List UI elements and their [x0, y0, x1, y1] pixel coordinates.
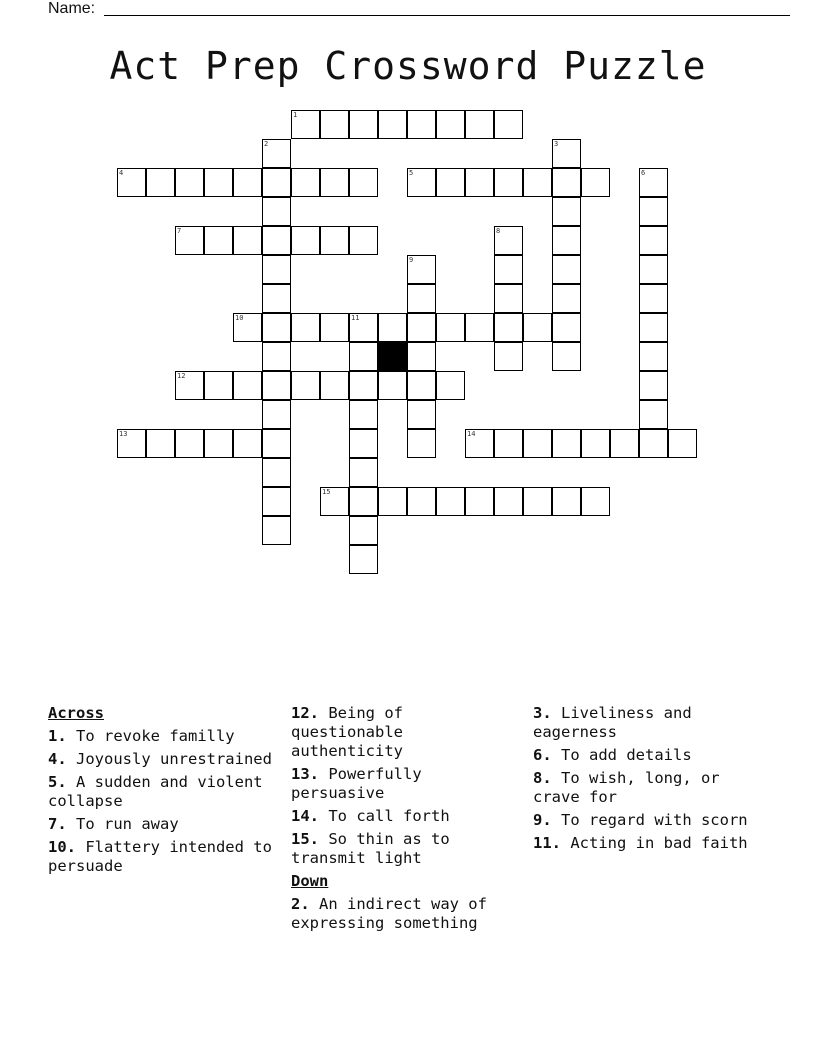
clue-across-14: 14. To call forth — [291, 807, 450, 825]
grid-cell[interactable] — [349, 371, 378, 400]
grid-cell[interactable] — [262, 429, 291, 458]
grid-cell[interactable] — [436, 313, 465, 342]
clue-across-7: 7. To run away — [48, 815, 179, 833]
clue-down-2: 2. An indirect way of expressing something — [291, 895, 487, 932]
grid-cell[interactable] — [494, 429, 523, 458]
grid-cell[interactable] — [204, 429, 233, 458]
grid-cell-5[interactable] — [407, 168, 436, 197]
grid-cell[interactable] — [494, 342, 523, 371]
grid-cell[interactable] — [552, 168, 581, 197]
grid-cell[interactable] — [523, 429, 552, 458]
grid-cell[interactable] — [262, 487, 291, 516]
grid-cell[interactable] — [262, 226, 291, 255]
page-title: Act Prep Crossword Puzzle — [109, 44, 707, 88]
grid-cell[interactable] — [349, 226, 378, 255]
grid-cell[interactable] — [494, 313, 523, 342]
grid-cell[interactable] — [523, 168, 552, 197]
clue-down-8: 8. To wish, long, or crave for — [533, 769, 720, 806]
grid-cell[interactable] — [552, 487, 581, 516]
cell-number: 11 — [351, 314, 360, 322]
grid-cell-9[interactable] — [407, 255, 436, 284]
grid-cell[interactable] — [407, 284, 436, 313]
grid-cell-1[interactable] — [291, 110, 320, 139]
clue-down-11: 11. Acting in bad faith — [533, 834, 748, 852]
grid-cell[interactable] — [233, 168, 262, 197]
grid-cell[interactable] — [349, 400, 378, 429]
cell-number: 7 — [177, 227, 182, 235]
grid-cell[interactable] — [552, 226, 581, 255]
grid-cell[interactable] — [552, 255, 581, 284]
grid-cell[interactable] — [465, 313, 494, 342]
grid-cell[interactable] — [407, 371, 436, 400]
grid-cell[interactable] — [523, 313, 552, 342]
grid-cell[interactable] — [407, 313, 436, 342]
clue-column-1 — [48, 704, 273, 880]
grid-cell[interactable] — [494, 487, 523, 516]
grid-cell[interactable] — [407, 400, 436, 429]
grid-cell[interactable] — [262, 371, 291, 400]
grid-cell[interactable] — [262, 255, 291, 284]
grid-cell[interactable] — [639, 197, 668, 226]
cell-number: 10 — [235, 314, 244, 322]
grid-cell[interactable] — [349, 458, 378, 487]
grid-cell[interactable] — [378, 371, 407, 400]
grid-cell[interactable] — [262, 400, 291, 429]
grid-cell[interactable] — [349, 545, 378, 574]
grid-cell[interactable] — [262, 284, 291, 313]
grid-cell-2[interactable] — [262, 139, 291, 168]
cell-number: 9 — [409, 256, 414, 264]
grid-cell-14[interactable] — [465, 429, 494, 458]
grid-cell[interactable] — [465, 110, 494, 139]
clue-across-15: 15. So thin as to transmit light — [291, 830, 450, 867]
grid-cell[interactable] — [639, 342, 668, 371]
grid-cell[interactable] — [581, 487, 610, 516]
grid-cell[interactable] — [262, 197, 291, 226]
grid-cell[interactable] — [320, 313, 349, 342]
grid-cell[interactable] — [581, 429, 610, 458]
grid-cell[interactable] — [349, 342, 378, 371]
grid-cell[interactable] — [262, 342, 291, 371]
grid-cell[interactable] — [639, 313, 668, 342]
grid-cell[interactable] — [639, 371, 668, 400]
clue-down-3: 3. Liveliness and eagerness — [533, 704, 692, 741]
grid-cell[interactable] — [494, 255, 523, 284]
cell-number: 1 — [293, 111, 298, 119]
grid-cell[interactable] — [320, 371, 349, 400]
grid-cell[interactable] — [262, 168, 291, 197]
grid-cell[interactable] — [378, 110, 407, 139]
grid-cell[interactable] — [407, 429, 436, 458]
black-square — [378, 342, 407, 371]
grid-cell[interactable] — [552, 313, 581, 342]
grid-cell[interactable] — [610, 429, 639, 458]
grid-cell[interactable] — [204, 226, 233, 255]
grid-cell[interactable] — [291, 313, 320, 342]
grid-cell[interactable] — [639, 255, 668, 284]
clue-column-2 — [291, 704, 516, 937]
grid-cell[interactable] — [204, 371, 233, 400]
name-label: Name: — [48, 0, 96, 17]
grid-cell[interactable] — [262, 516, 291, 545]
grid-cell[interactable] — [175, 429, 204, 458]
grid-cell[interactable] — [233, 226, 262, 255]
grid-cell[interactable] — [668, 429, 697, 458]
grid-cell[interactable] — [407, 110, 436, 139]
grid-cell[interactable] — [320, 226, 349, 255]
grid-cell[interactable] — [349, 110, 378, 139]
grid-cell-10[interactable] — [233, 313, 262, 342]
grid-cell[interactable] — [291, 371, 320, 400]
clue-across-13: 13. Powerfully persuasive — [291, 765, 422, 802]
cell-number: 4 — [119, 169, 124, 177]
clue-across-10: 10. Flattery intended to persuade — [48, 838, 272, 875]
grid-cell-11[interactable] — [349, 313, 378, 342]
grid-cell[interactable] — [262, 458, 291, 487]
grid-cell-4[interactable] — [117, 168, 146, 197]
clue-across-1: 1. To revoke familly — [48, 727, 235, 745]
grid-cell[interactable] — [639, 284, 668, 313]
clue-across-5: 5. A sudden and violent collapse — [48, 773, 263, 810]
grid-cell[interactable] — [465, 168, 494, 197]
grid-cell[interactable] — [436, 110, 465, 139]
grid-cell[interactable] — [320, 110, 349, 139]
grid-cell[interactable] — [581, 168, 610, 197]
cell-number: 2 — [264, 140, 269, 148]
grid-cell[interactable] — [407, 342, 436, 371]
clue-column-3 — [533, 704, 758, 857]
grid-cell[interactable] — [262, 313, 291, 342]
across-heading: Across — [48, 704, 104, 722]
grid-cell[interactable] — [349, 487, 378, 516]
cell-number: 5 — [409, 169, 414, 177]
grid-cell[interactable] — [552, 197, 581, 226]
grid-cell[interactable] — [552, 284, 581, 313]
grid-cell[interactable] — [523, 487, 552, 516]
grid-cell[interactable] — [291, 168, 320, 197]
cell-number: 3 — [554, 140, 559, 148]
grid-cell[interactable] — [233, 371, 262, 400]
grid-cell[interactable] — [639, 400, 668, 429]
grid-cell[interactable] — [204, 168, 233, 197]
grid-cell-8[interactable] — [494, 226, 523, 255]
grid-cell-15[interactable] — [320, 487, 349, 516]
grid-cell-12[interactable] — [175, 371, 204, 400]
cell-number: 6 — [641, 169, 646, 177]
cell-number: 12 — [177, 372, 186, 380]
grid-cell[interactable] — [349, 168, 378, 197]
grid-cell[interactable] — [436, 487, 465, 516]
grid-cell[interactable] — [291, 226, 320, 255]
grid-cell[interactable] — [436, 371, 465, 400]
grid-cell[interactable] — [320, 168, 349, 197]
clue-down-9: 9. To regard with scorn — [533, 811, 748, 829]
grid-cell[interactable] — [552, 429, 581, 458]
clue-across-12: 12. Being of questionable authenticity — [291, 704, 403, 760]
grid-cell[interactable] — [378, 487, 407, 516]
grid-cell[interactable] — [175, 168, 204, 197]
grid-cell[interactable] — [552, 342, 581, 371]
grid-cell[interactable] — [146, 429, 175, 458]
grid-cell-3[interactable] — [552, 139, 581, 168]
grid-cell[interactable] — [349, 516, 378, 545]
grid-cell[interactable] — [436, 168, 465, 197]
cell-number: 8 — [496, 227, 501, 235]
grid-cell[interactable] — [494, 110, 523, 139]
grid-cell-7[interactable] — [175, 226, 204, 255]
grid-cell[interactable] — [349, 429, 378, 458]
clue-down-6: 6. To add details — [533, 746, 692, 764]
down-heading: Down — [291, 872, 329, 890]
grid-cell-13[interactable] — [117, 429, 146, 458]
grid-cell[interactable] — [494, 284, 523, 313]
cell-number: 13 — [119, 430, 128, 438]
grid-cell[interactable] — [146, 168, 175, 197]
grid-cell[interactable] — [494, 168, 523, 197]
grid-cell-6[interactable] — [639, 168, 668, 197]
cell-number: 14 — [467, 430, 476, 438]
grid-cell[interactable] — [465, 487, 494, 516]
clue-across-4: 4. Joyously unrestrained — [48, 750, 272, 768]
grid-cell[interactable] — [639, 429, 668, 458]
grid-cell[interactable] — [378, 313, 407, 342]
grid-cell[interactable] — [639, 226, 668, 255]
cell-number: 15 — [322, 488, 331, 496]
grid-cell[interactable] — [233, 429, 262, 458]
grid-cell[interactable] — [407, 487, 436, 516]
